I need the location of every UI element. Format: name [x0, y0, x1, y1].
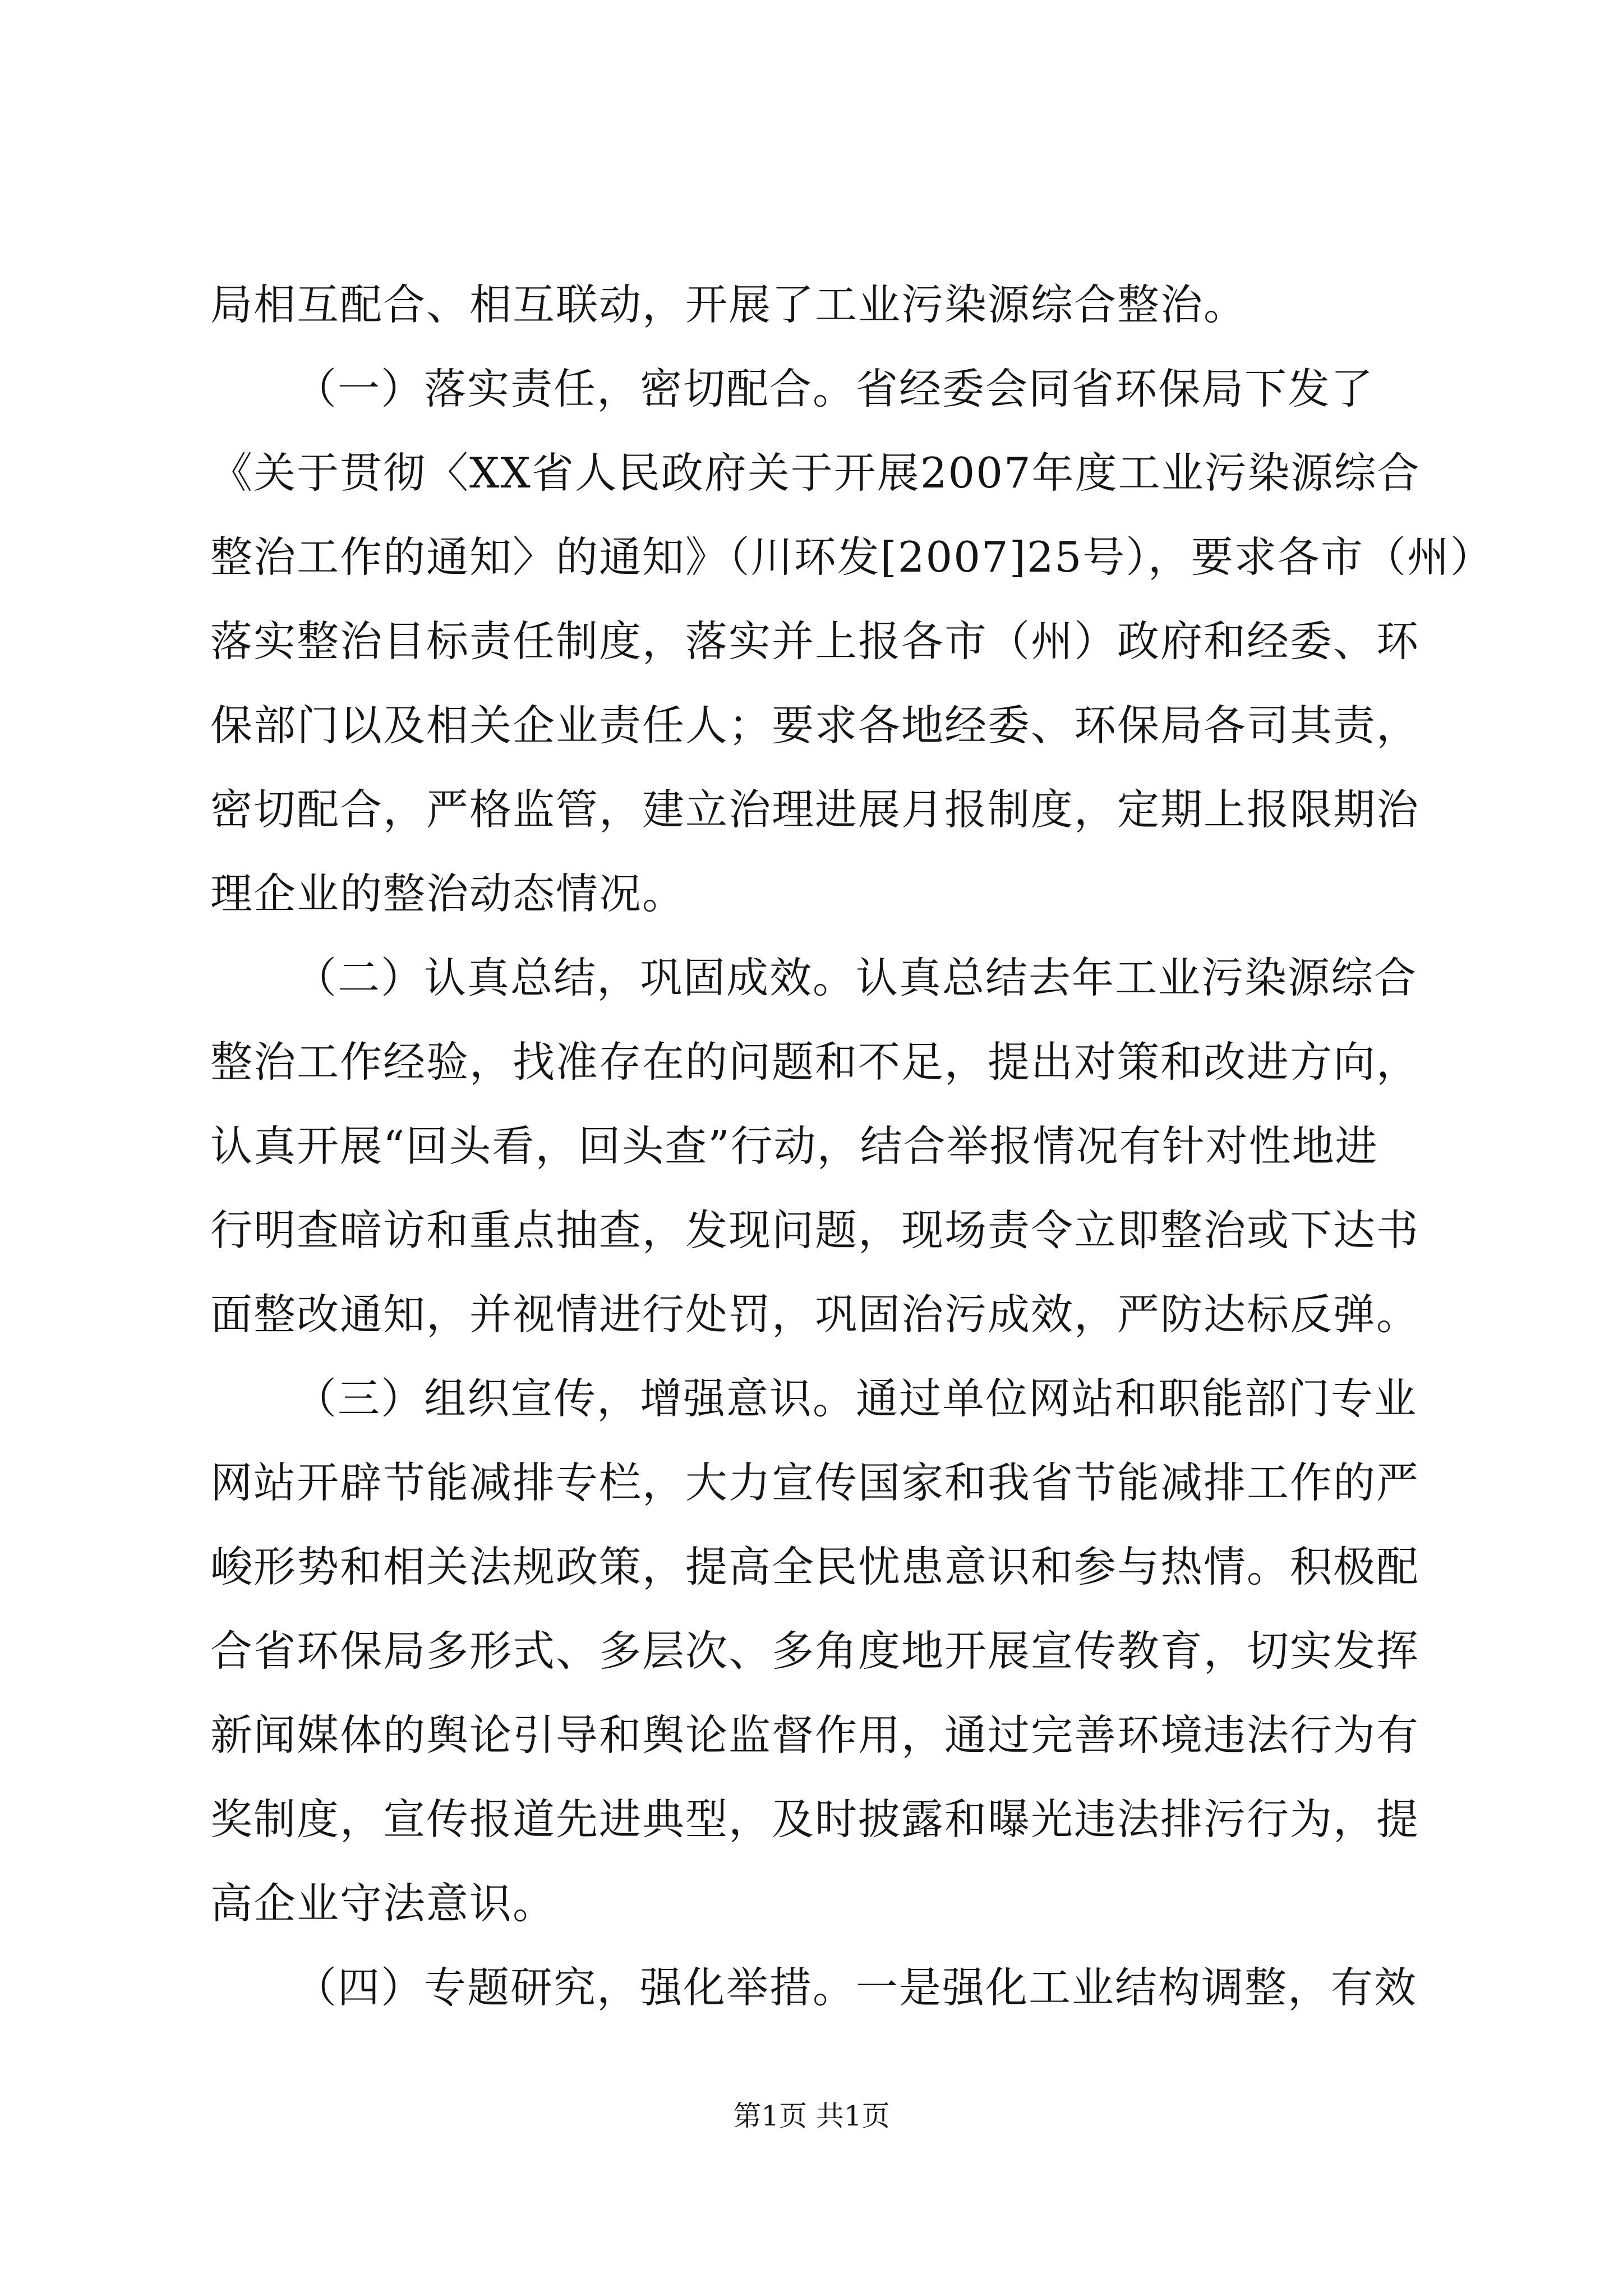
page-footer: 第1页 共1页 — [733, 2100, 890, 2132]
paragraph-4-line: （四）专题研究，强化举措。一是强化工业结构调整，有效 — [294, 1963, 1418, 2012]
text-line: 密切配合，严格监管，建立治理进展月报制度，定期上报限期治 — [210, 785, 1420, 834]
text-line: 局相互配合、相互联动，开展了工业污染源综合整治。 — [210, 280, 1247, 329]
text-line: 落实整治目标责任制度，落实并上报各市（州）政府和经委、环 — [210, 616, 1420, 666]
text-line: 认真开展“回头看，回头查”行动，结合举报情况有针对性地进 — [210, 1121, 1378, 1171]
document-body — [210, 263, 1493, 2030]
text-line: 新闻媒体的舆论引导和舆论监督作用，通过完善环境违法行为有 — [210, 1710, 1420, 1760]
text-line: 网站开辟节能减排专栏，大力宣传国家和我省节能减排工作的严 — [210, 1458, 1420, 1507]
text-line: 峻形势和相关法规政策，提高全民忧患意识和参与热情。积极配 — [210, 1542, 1420, 1591]
paragraph-2-line: （二）认真总结，巩固成效。认真总结去年工业污染源综合 — [294, 953, 1418, 1002]
paragraph-1-line: （一）落实责任，密切配合。省经委会同省环保局下发了 — [294, 364, 1375, 413]
text-line: 合省环保局多形式、多层次、多角度地开展宣传教育，切实发挥 — [210, 1626, 1420, 1676]
text-line: 高企业守法意识。 — [210, 1879, 556, 1928]
text-line: 《关于贯彻〈XX省人民政府关于开展2007年度工业污染源综合 — [210, 448, 1421, 498]
text-line: 整治工作的通知〉的通知》（川环发[2007]25号），要求各市（州） — [210, 532, 1493, 582]
text-line: 面整改通知，并视情进行处罚，巩固治污成效，严防达标反弹。 — [210, 1290, 1420, 1339]
text-line: 奖制度，宣传报道先进典型，及时披露和曝光违法排污行为，提 — [210, 1795, 1420, 1844]
paragraph-3-line: （三）组织宣传，增强意识。通过单位网站和职能部门专业 — [294, 1374, 1418, 1423]
text-line: 整治工作经验，找准存在的问题和不足，提出对策和改进方向， — [210, 1037, 1420, 1087]
text-line: 保部门以及相关企业责任人；要求各地经委、环保局各司其责， — [210, 701, 1420, 750]
text-line: 理企业的整治动态情况。 — [210, 869, 686, 918]
text-line: 行明查暗访和重点抽查，发现问题，现场责令立即整治或下达书 — [210, 1205, 1420, 1255]
